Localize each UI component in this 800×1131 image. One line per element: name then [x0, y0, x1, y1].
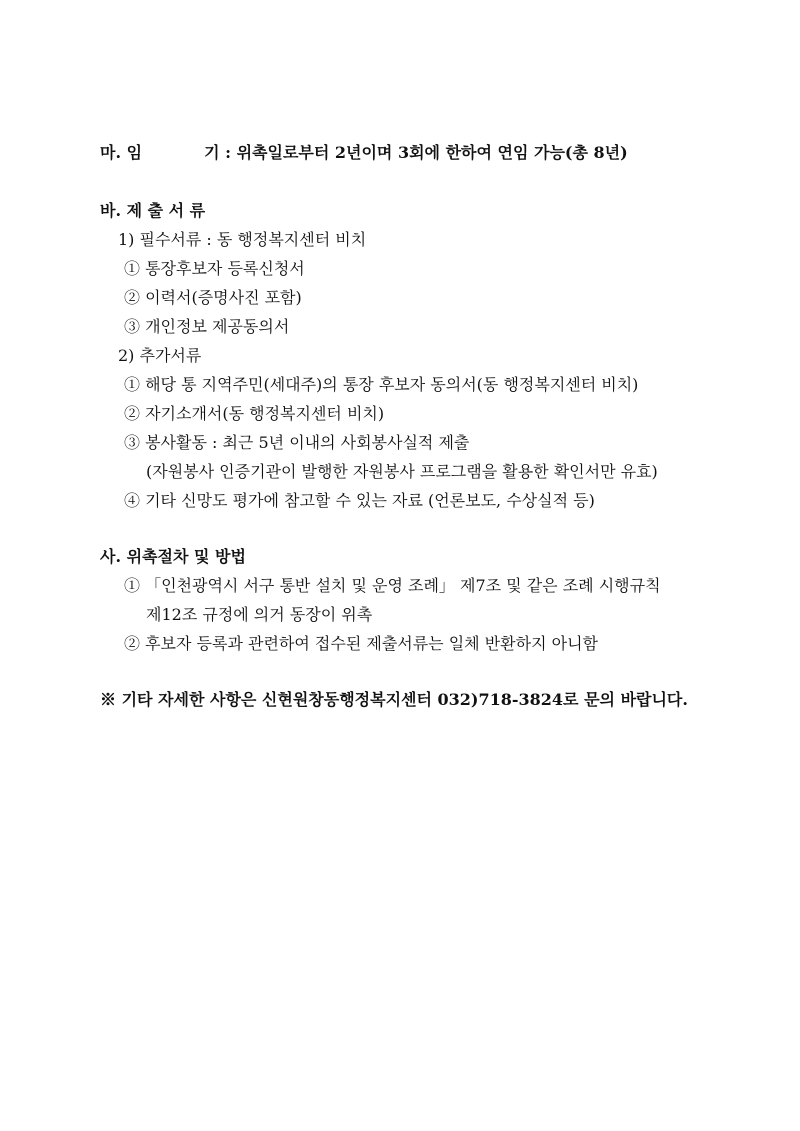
required-doc-item: ② 이력서(증명사진 포함)	[124, 288, 302, 307]
additional-doc-item: ④ 기타 신망도 평가에 참고할 수 있는 자료 (언론보도, 수상실적 등)	[124, 491, 595, 510]
additional-doc-item-note: (자원봉사 인증기관이 발행한 자원봉사 프로그램을 활용한 확인서만 유효)	[146, 462, 658, 481]
additional-docs-title: 2) 추가서류	[118, 346, 202, 365]
section-ma-label-tail: 기 :	[204, 143, 231, 162]
procedure-item: ① 「인천광역시 서구 통반 설치 및 운영 조례」 제7조 및 같은 조례 시행규칙	[124, 576, 661, 595]
additional-doc-item: ② 자기소개서(동 행정복지센터 비치)	[124, 404, 385, 423]
section-sa-heading: 사. 위촉절차 및 방법	[100, 547, 246, 566]
required-docs-title: 1) 필수서류 : 동 행정복지센터 비치	[118, 230, 367, 249]
additional-doc-item: ③ 봉사활동 : 최근 5년 이내의 사회봉사실적 제출	[124, 433, 470, 452]
section-ma-text: 위촉일로부터 2년이며 3회에 한하여 연임 가능(총 8년)	[236, 143, 628, 162]
contact-note: ※ 기타 자세한 사항은 신현원창동행정복지센터 032)718-3824로 문의 바랍니다.	[100, 690, 688, 709]
procedure-item: ② 후보자 등록과 관련하여 접수된 제출서류는 일체 반환하지 아니함	[124, 634, 599, 653]
additional-doc-item: ① 해당 통 지역주민(세대주)의 통장 후보자 동의서(동 행정복지센터 비치)	[124, 375, 639, 394]
section-ba-heading: 바. 제 출 서 류	[100, 201, 206, 220]
required-doc-item: ③ 개인정보 제공동의서	[124, 317, 290, 336]
section-ma-term	[100, 143, 628, 163]
procedure-item-continued: 제12조 규정에 의거 동장이 위촉	[146, 605, 373, 624]
required-doc-item: ① 통장후보자 등록신청서	[124, 259, 305, 278]
section-ma-label: 마. 임	[100, 143, 143, 162]
